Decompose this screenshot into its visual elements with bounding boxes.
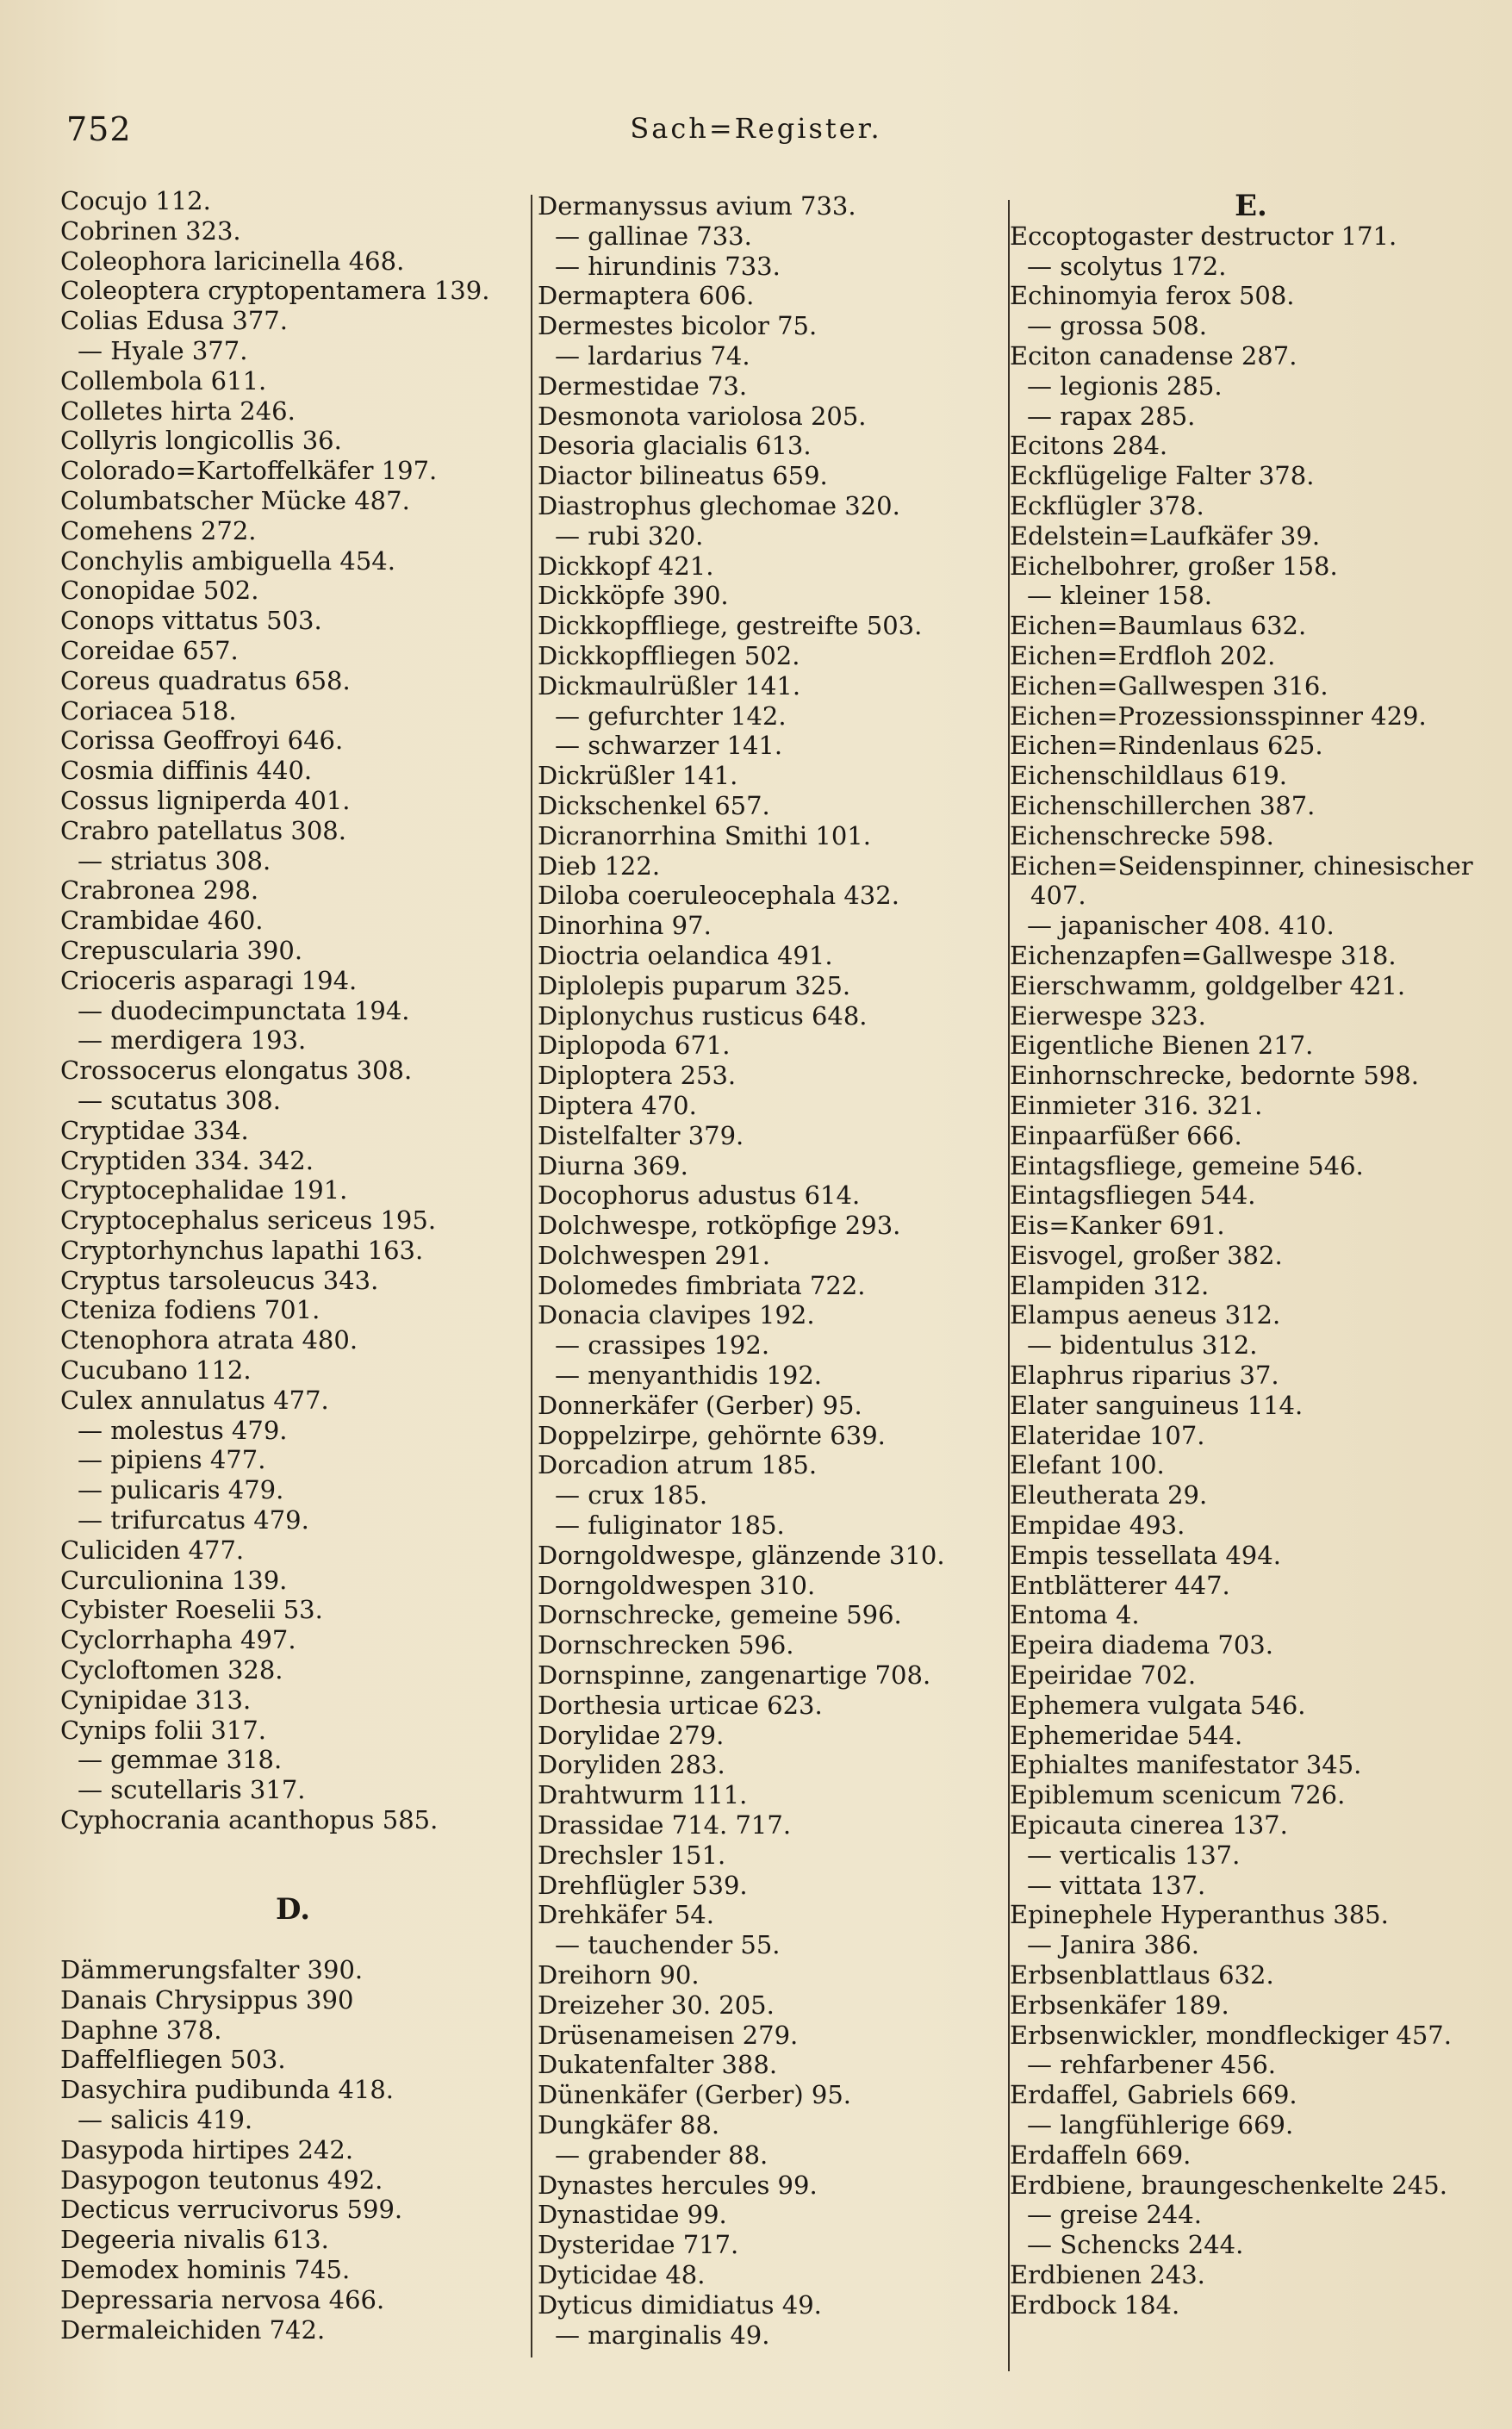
index-subentry: — gefurchter 142. <box>555 701 787 731</box>
spacer <box>60 1865 526 1896</box>
index-entry: Empis tessellata 494. <box>1010 1540 1281 1570</box>
index-entry: Coreidae 657. <box>60 635 239 665</box>
index-entry: Drehkäfer 54. <box>538 1900 714 1930</box>
index-entry: Culex annulatus 477. <box>60 1385 329 1415</box>
index-entry: Eintagsfliegen 544. <box>1010 1180 1256 1211</box>
index-entry: Dorngoldwespe, glänzende 310. <box>538 1540 945 1570</box>
index-subentry: — hirundinis 733. <box>555 251 781 281</box>
index-entry: Dickkopffliegen 502. <box>538 640 800 670</box>
index-entry: Erdbienen 243. <box>1010 2259 1205 2289</box>
index-entry: Dermaleichiden 742. <box>60 2314 326 2345</box>
index-entry: Eichenzapfen=Gallwespe 318. <box>1010 940 1397 970</box>
index-column-1 <box>60 186 526 2345</box>
page-number: 752 <box>66 110 132 148</box>
index-entry: 407. <box>1030 881 1086 911</box>
index-entry: Erdaffel, Gabriels 669. <box>1010 2080 1297 2110</box>
index-entry: Eierschwamm, goldgelber 421. <box>1010 970 1406 1000</box>
index-entry: Dieb 122. <box>538 850 661 881</box>
index-entry: Erdaffeln 669. <box>1010 2139 1192 2170</box>
index-entry: Ecitons 284. <box>1010 431 1168 461</box>
index-entry: Edelstein=Laufkäfer 39. <box>1010 520 1321 551</box>
index-entry: Dasypoda hirtipes 242. <box>60 2134 354 2164</box>
index-entry: Cryptiden 334. 342. <box>60 1145 314 1175</box>
index-entry: Elefant 100. <box>1010 1450 1165 1480</box>
index-entry: Ephemeridae 544. <box>1010 1720 1243 1750</box>
index-entry: Dickköpfe 390. <box>538 581 729 611</box>
index-entry: Cycloftomen 328. <box>60 1655 283 1685</box>
index-entry: Conchylis ambiguella 454. <box>60 545 395 576</box>
index-subentry: — crux 185. <box>555 1480 708 1510</box>
index-entry: Demodex hominis 745. <box>60 2254 351 2284</box>
index-entry: Dyticus dimidiatus 49. <box>538 2289 822 2320</box>
index-entry: Entblätterer 447. <box>1010 1570 1230 1600</box>
index-entry: Curculionina 139. <box>60 1565 288 1595</box>
index-entry: Dünenkäfer (Gerber) 95. <box>538 2080 852 2110</box>
index-subentry: — greise 244. <box>1027 2200 1202 2230</box>
index-entry: Eisvogel, großer 382. <box>1010 1240 1283 1270</box>
index-entry: Corissa Geoffroyi 646. <box>60 726 344 756</box>
index-entry: Eichelbohrer, großer 158. <box>1010 551 1338 581</box>
index-entry: Diplopoda 671. <box>538 1031 731 1061</box>
index-entry: Cobrinen 323. <box>60 215 241 246</box>
index-subentry: — trifurcatus 479. <box>78 1505 309 1535</box>
index-entry: Dolchwespe, rotköpfige 293. <box>538 1211 901 1241</box>
index-entry: Eichen=Rindenlaus 625. <box>1010 731 1323 761</box>
index-entry: Docophorus adustus 614. <box>538 1180 861 1211</box>
index-entry: Crambidae 460. <box>60 906 264 936</box>
index-entry: Erdbiene, braungeschenkelte 245. <box>1010 2170 1447 2200</box>
index-subentry: — gallinae 733. <box>555 221 752 251</box>
index-subentry: — rapax 285. <box>1027 401 1196 431</box>
index-entry: Conops vittatus 503. <box>60 606 322 636</box>
index-entry: Drehflügler 539. <box>538 1870 748 1900</box>
index-entry: Doryliden 283. <box>538 1750 725 1780</box>
index-entry: Dämmerungsfalter 390. <box>60 1955 364 1985</box>
index-entry: Dermestes bicolor 75. <box>538 311 818 341</box>
index-entry: Diploptera 253. <box>538 1061 737 1091</box>
section-letter-heading: E. <box>1235 189 1267 223</box>
index-entry: Cyphocrania acanthopus 585. <box>60 1805 439 1835</box>
index-entry: Eichenschillerchen 387. <box>1010 790 1316 820</box>
index-entry: Dermaptera 606. <box>538 281 755 311</box>
index-entry: Dasychira pudibunda 418. <box>60 2075 395 2105</box>
index-entry: Einpaarfüßer 666. <box>1010 1120 1242 1150</box>
index-subentry: — grossa 508. <box>1027 311 1207 341</box>
index-entry: Epeira diadema 703. <box>1010 1630 1273 1660</box>
index-subentry: — lardarius 74. <box>555 340 750 371</box>
index-entry: Cryptocephalidae 191. <box>60 1175 348 1205</box>
index-entry: Elaphrus riparius 37. <box>1010 1361 1279 1391</box>
running-head: Sach=Register. <box>630 112 882 145</box>
index-entry: Ephialtes manifestator 345. <box>1010 1750 1362 1780</box>
spacer <box>60 1925 526 1955</box>
index-entry: Desoria glacialis 613. <box>538 431 812 461</box>
index-entry: Cryptorhynchus lapathi 163. <box>60 1235 424 1265</box>
index-subentry: — kleiner 158. <box>1027 581 1212 611</box>
index-entry: Eichen=Seidenspinner, chinesischer <box>1010 850 1473 881</box>
index-entry: Dasypogon teutonus 492. <box>60 2164 383 2195</box>
index-subentry: — molestus 479. <box>78 1415 288 1445</box>
index-entry: Dolchwespen 291. <box>538 1240 770 1270</box>
index-entry: Dickmaulrüßler 141. <box>538 670 801 701</box>
index-entry: Eichenschildlaus 619. <box>1010 761 1288 791</box>
index-entry: Daffelfliegen 503. <box>60 2045 286 2075</box>
index-subentry: — Hyale 377. <box>78 335 248 365</box>
index-entry: Elampiden 312. <box>1010 1270 1210 1300</box>
index-entry: Dioctria oelandica 491. <box>538 940 833 970</box>
index-column-2 <box>538 191 1003 2350</box>
index-entry: Eciton canadense 287. <box>1010 340 1297 371</box>
index-entry: Cteniza fodiens 701. <box>60 1295 320 1325</box>
index-entry: Dukatenfalter 388. <box>538 2050 778 2080</box>
index-entry: Dungkäfer 88. <box>538 2110 720 2139</box>
index-entry: Desmonota variolosa 205. <box>538 401 867 431</box>
index-entry: Coleophora laricinella 468. <box>60 246 405 276</box>
index-entry: Degeeria nivalis 613. <box>60 2225 329 2255</box>
index-entry: Eichen=Gallwespen 316. <box>1010 670 1328 701</box>
index-entry: Diplolepis puparum 325. <box>538 970 851 1000</box>
index-entry: Collyris longicollis 36. <box>60 426 342 456</box>
index-entry: Danais Chrysippus 390 <box>60 1984 354 2015</box>
index-entry: Eigentliche Bienen 217. <box>1010 1031 1314 1061</box>
index-entry: Diurna 369. <box>538 1150 688 1180</box>
index-entry: Diloba coeruleocephala 432. <box>538 881 899 911</box>
index-entry: Distelfalter 379. <box>538 1120 744 1150</box>
index-entry: Depressaria nervosa 466. <box>60 2284 385 2314</box>
index-entry: Epiblemum scenicum 726. <box>1010 1780 1346 1810</box>
index-entry: Eccoptogaster destructor 171. <box>1010 221 1397 251</box>
index-entry: Cynips folii 317. <box>60 1715 266 1745</box>
index-entry: Diastrophus glechomae 320. <box>538 490 900 520</box>
index-subentry: — langfühlerige 669. <box>1027 2110 1294 2139</box>
index-entry: Comehens 272. <box>60 515 257 545</box>
index-entry: Dornspinne, zangenartige 708. <box>538 1660 931 1691</box>
index-entry: Eichenschrecke 598. <box>1010 820 1274 850</box>
index-entry: Cryptocephalus sericeus 195. <box>60 1205 437 1236</box>
index-subentry: — legionis 285. <box>1027 371 1223 401</box>
index-entry: Drahtwurm 111. <box>538 1780 748 1810</box>
index-entry: Coreus quadratus 658. <box>60 665 351 695</box>
index-entry: Ephemera vulgata 546. <box>1010 1690 1306 1720</box>
index-subentry: — rubi 320. <box>555 520 704 551</box>
index-entry: Eckflügelige Falter 378. <box>1010 461 1315 491</box>
index-entry: Epeiridae 702. <box>1010 1660 1197 1691</box>
index-entry: Eckflügler 378. <box>1010 490 1204 520</box>
index-entry: Elateridae 107. <box>1010 1420 1205 1450</box>
index-subentry: — crassipes 192. <box>555 1330 770 1361</box>
index-entry: Dermestidae 73. <box>538 371 748 401</box>
index-entry: Eierwespe 323. <box>1010 1000 1206 1031</box>
index-entry: Drassidae 714. 717. <box>538 1810 792 1840</box>
index-entry: Colletes hirta 246. <box>60 395 296 426</box>
index-subentry: — tauchender 55. <box>555 1930 781 1960</box>
index-entry: Colias Edusa 377. <box>60 306 288 336</box>
index-entry: Epinephele Hyperanthus 385. <box>1010 1900 1389 1930</box>
index-entry: Conopidae 502. <box>60 576 259 606</box>
index-entry: Crioceris asparagi 194. <box>60 965 358 995</box>
index-entry: Entoma 4. <box>1010 1600 1140 1630</box>
index-entry: Dorylidae 279. <box>538 1720 725 1750</box>
index-entry: Cryptus tarsoleucus 343. <box>60 1265 379 1295</box>
index-subentry: — fuliginator 185. <box>555 1510 785 1541</box>
column-rule <box>531 195 532 2357</box>
index-entry: Crabronea 298. <box>60 875 259 906</box>
index-entry: Erbsenblattlaus 632. <box>1010 1960 1274 1990</box>
index-subentry: — menyanthidis 192. <box>555 1361 823 1391</box>
index-entry: Cosmia diffinis 440. <box>60 756 313 786</box>
index-entry: Dynastidae 99. <box>538 2200 727 2230</box>
index-entry: Diptera 470. <box>538 1090 697 1120</box>
index-entry: Eichen=Baumlaus 632. <box>1010 611 1307 641</box>
index-entry: Dysteridae 717. <box>538 2230 739 2260</box>
index-column-3 <box>1010 191 1492 2320</box>
index-subentry: — gemmae 318. <box>78 1745 283 1775</box>
index-entry: Eintagsfliege, gemeine 546. <box>1010 1150 1364 1180</box>
index-entry: Dreihorn 90. <box>538 1960 700 1990</box>
index-subentry: — scutellaris 317. <box>78 1775 306 1805</box>
index-entry: Decticus verrucivorus 599. <box>60 2195 403 2225</box>
index-entry: Cyclorrhapha 497. <box>60 1625 296 1655</box>
index-entry: Cucubano 112. <box>60 1355 252 1386</box>
index-entry: Crepuscularia 390. <box>60 935 303 965</box>
index-entry: Cybister Roeselii 53. <box>60 1595 323 1625</box>
index-entry: Colorado=Kartoffelkäfer 197. <box>60 456 438 486</box>
index-entry: Doppelzirpe, gehörnte 639. <box>538 1420 886 1450</box>
index-subentry: — scutatus 308. <box>78 1085 281 1115</box>
index-subentry: — scolytus 172. <box>1027 251 1227 281</box>
index-entry: Culiciden 477. <box>60 1535 245 1565</box>
index-entry: Elampus aeneus 312. <box>1010 1300 1281 1330</box>
index-subentry: — merdigera 193. <box>78 1025 307 1056</box>
index-entry: Dickrüßler 141. <box>538 761 738 791</box>
index-subentry: — striatus 308. <box>78 845 271 875</box>
index-subentry: — duodecimpunctata 194. <box>78 995 410 1025</box>
index-entry: Coriacea 518. <box>60 695 237 726</box>
index-entry: Elater sanguineus 114. <box>1010 1390 1304 1420</box>
index-subentry: — marginalis 49. <box>555 2320 770 2350</box>
index-entry: Einhornschrecke, bedornte 598. <box>1010 1061 1419 1091</box>
index-entry: Diactor bilineatus 659. <box>538 461 828 491</box>
index-subentry: — pulicaris 479. <box>78 1475 284 1505</box>
index-entry: Dorcadion atrum 185. <box>538 1450 818 1480</box>
index-entry: Crossocerus elongatus 308. <box>60 1056 413 1086</box>
index-entry: Erdbock 184. <box>1010 2289 1180 2320</box>
index-subentry: — pipiens 477. <box>78 1445 266 1475</box>
index-subentry: — Janira 386. <box>1027 1930 1200 1960</box>
index-entry: Eichen=Erdfloh 202. <box>1010 640 1276 670</box>
index-entry: Dinorhina 97. <box>538 911 712 941</box>
index-subentry: — Schencks 244. <box>1027 2230 1244 2260</box>
spacer <box>60 1835 526 1865</box>
index-subentry: — verticalis 137. <box>1027 1840 1241 1870</box>
index-entry: Dorthesia urticae 623. <box>538 1690 823 1720</box>
index-entry: Dorngoldwespen 310. <box>538 1570 816 1600</box>
index-subentry: — rehfarbener 456. <box>1027 2050 1277 2080</box>
index-entry: Dermanyssus avium 733. <box>538 191 856 221</box>
index-entry: Crabro patellatus 308. <box>60 815 346 845</box>
index-entry: Coleoptera cryptopentamera 139. <box>60 276 490 306</box>
index-entry: Eleutherata 29. <box>1010 1480 1208 1510</box>
index-entry: Collembola 611. <box>60 365 267 395</box>
index-subentry: — schwarzer 141. <box>555 731 783 761</box>
index-entry: Dickschenkel 657. <box>538 790 770 820</box>
index-subentry: — bidentulus 312. <box>1027 1330 1258 1361</box>
index-entry: Dornschrecke, gemeine 596. <box>538 1600 902 1630</box>
index-entry: Diplonychus rusticus 648. <box>538 1000 868 1031</box>
index-subentry: — grabender 88. <box>555 2139 768 2170</box>
index-entry: Drechsler 151. <box>538 1840 726 1870</box>
index-entry: Cocujo 112. <box>60 186 211 215</box>
index-entry: Eis=Kanker 691. <box>1010 1211 1225 1241</box>
index-entry: Donacia clavipes 192. <box>538 1300 815 1330</box>
index-subentry: — salicis 419. <box>78 2105 253 2134</box>
index-entry: Daphne 378. <box>60 2015 222 2045</box>
index-entry: Dreizeher 30. 205. <box>538 1990 775 2020</box>
index-entry: Dynastes hercules 99. <box>538 2170 818 2200</box>
index-entry: Epicauta cinerea 137. <box>1010 1810 1288 1840</box>
index-subentry: — japanischer 408. 410. <box>1027 911 1335 941</box>
index-entry: Einmieter 316. 321. <box>1010 1090 1263 1120</box>
index-entry: Ctenophora atrata 480. <box>60 1325 358 1355</box>
index-entry: Dolomedes fimbriata 722. <box>538 1270 866 1300</box>
index-entry: Cynipidae 313. <box>60 1685 252 1715</box>
index-entry: Dickkopffliege, gestreifte 503. <box>538 611 923 641</box>
index-entry: Echinomyia ferox 508. <box>1010 281 1295 311</box>
index-entry: Dicranorrhina Smithi 101. <box>538 820 871 850</box>
index-entry: Donnerkäfer (Gerber) 95. <box>538 1390 862 1420</box>
section-letter-heading: D. <box>275 1892 311 1928</box>
index-entry: Erbsenkäfer 189. <box>1010 1990 1229 2020</box>
index-entry: Empidae 493. <box>1010 1510 1185 1541</box>
index-entry: Cryptidae 334. <box>60 1115 249 1145</box>
index-entry: Erbsenwickler, mondfleckiger 457. <box>1010 2020 1452 2050</box>
index-entry: Cossus ligniperda 401. <box>60 785 351 815</box>
index-subentry: — vittata 137. <box>1027 1870 1206 1900</box>
index-entry: Drüsenameisen 279. <box>538 2020 799 2050</box>
index-entry: Dyticidae 48. <box>538 2259 706 2289</box>
index-entry: Columbatscher Mücke 487. <box>60 485 410 515</box>
index-entry: Dickkopf 421. <box>538 551 714 581</box>
index-entry: Eichen=Prozessionsspinner 429. <box>1010 701 1427 731</box>
index-entry: Dornschrecken 596. <box>538 1630 794 1660</box>
